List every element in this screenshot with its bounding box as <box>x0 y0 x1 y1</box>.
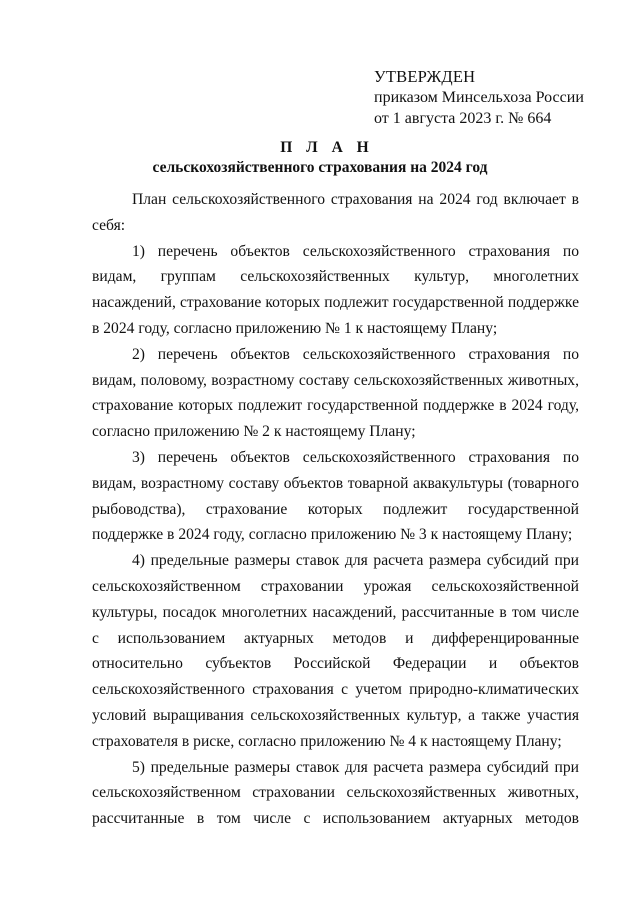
approval-title: УТВЕРЖДЕН <box>374 67 476 86</box>
document-title <box>0 138 640 178</box>
paragraph-item-3: 3) перечень объектов сельскохозяйственного страхования по видам, возрастному составу объектов товарной аквакультуры (товарного рыбоводства), страхование которых подлежит государственной поддержке в 2024 году, согласно приложению № 3 к настоящему Плану; <box>92 448 579 544</box>
approval-order-line: приказом Минсельхоза России <box>374 89 584 106</box>
paragraph-item-4: 4) предельные размеры ставок для расчета размера субсидий при сельскохозяйственном страховании урожая сельскохозяйственной культуры, посадок многолетних насаждений, рассчитанные в том числе с использованием актуарных методов и дифференцированные относительно субъектов Российской Федерации и объектов сельскохозяйственного страхования с учетом природно-климатических условий выращивания сельскохозяйственных культур, а также участия страхователя в риске, согласно приложению № 4 к настоящему Плану; <box>92 552 579 750</box>
document-subtitle: сельскохозяйственного страхования на 2024 год <box>152 159 488 176</box>
document-title-main: П Л А Н <box>280 139 374 156</box>
paragraph-item-2: 2) перечень объектов сельскохозяйственного страхования по видам, половому, возрастному составу сельскохозяйственных животных, страхование которых подлежит государственной поддержке в 2024 году, согласно приложению № 2 к настоящему Плану; <box>92 345 579 441</box>
paragraph-item-5: 5) предельные размеры ставок для расчета размера субсидий при сельскохозяйственном страховании сельскохозяйственных животных, рассчитанные в том числе с использованием актуарных методов <box>92 758 579 828</box>
paragraph-item-1: 1) перечень объектов сельскохозяйственного страхования по видам, группам сельскохозяйственных культур, многолетних насаждений, страхование которых подлежит государственной поддержке в 2024 году, согласно приложению № 1 к настоящему Плану; <box>92 242 579 337</box>
document-body <box>92 187 579 832</box>
approval-date-line: от 1 августа 2023 г. № 664 <box>374 110 552 127</box>
approval-stamp <box>374 66 624 129</box>
paragraph-intro: План сельскохозяйственного страхования на 2024 год включает в себя: <box>92 191 579 234</box>
